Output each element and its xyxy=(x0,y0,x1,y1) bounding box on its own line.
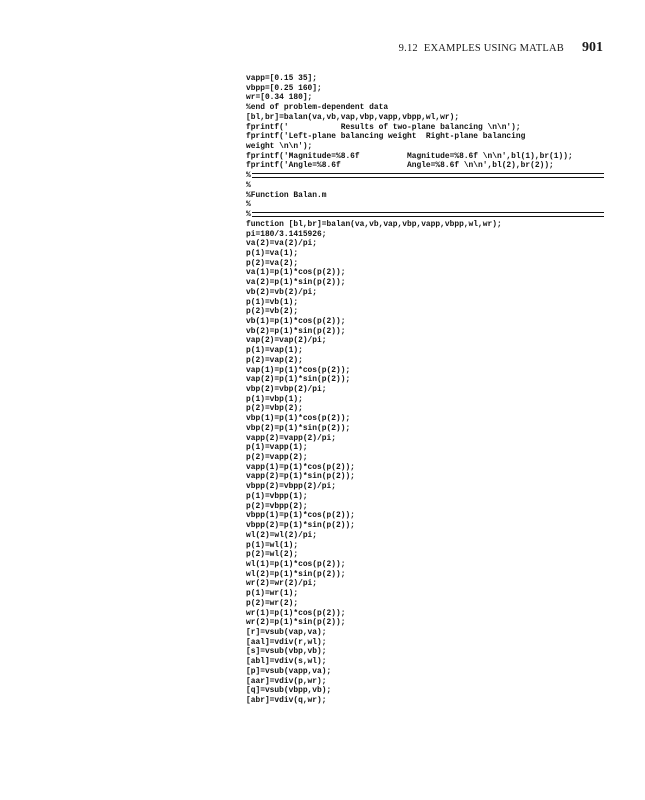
code-line: [s]=vsub(vbp,vb); xyxy=(246,647,327,657)
code-line: % xyxy=(246,200,251,210)
section-title: EXAMPLES USING MATLAB xyxy=(423,43,564,54)
code-line: p(1)=wr(1); xyxy=(246,589,299,599)
code-line: [aar]=vdiv(p,wr); xyxy=(246,676,327,686)
code-line: p(1)=vapp(1); xyxy=(246,443,308,453)
section-number: 9.12 xyxy=(398,43,418,54)
code-line: vb(1)=p(1)*cos(p(2)); xyxy=(246,316,346,326)
code-line: [q]=vsub(vbpp,vb); xyxy=(246,686,332,696)
code-line: va(2)=va(2)/pi; xyxy=(246,239,318,249)
code-line: [p]=vsub(vapp,va); xyxy=(246,666,332,676)
code-line: fprintf(' Results of two-plane balancing \n\n'); xyxy=(246,122,521,132)
code-line: vapp(2)=vapp(2)/pi; xyxy=(246,433,336,443)
code-line: p(2)=wl(2); xyxy=(246,550,299,560)
code-line: vap(1)=p(1)*cos(p(2)); xyxy=(246,365,351,375)
code-line: vbpp(1)=p(1)*cos(p(2)); xyxy=(246,511,355,521)
code-line: vbp(2)=vbp(2)/pi; xyxy=(246,385,327,394)
code-divider-line xyxy=(246,171,606,181)
code-line: vapp(1)=p(1)*cos(p(2)); xyxy=(246,462,355,472)
code-line: p(1)=va(1); xyxy=(246,248,299,258)
code-line: vbp(1)=p(1)*cos(p(2)); xyxy=(246,414,351,424)
code-line: p(1)=vbpp(1); xyxy=(246,491,308,501)
code-line: %end of problem-dependent data xyxy=(246,103,389,113)
code-line: p(1)=vb(1); xyxy=(246,297,299,307)
code-line: va(2)=p(1)*sin(p(2)); xyxy=(246,278,346,288)
code-line: wl(1)=p(1)*cos(p(2)); xyxy=(246,559,346,569)
code-line: p(2)=wr(2); xyxy=(246,598,299,608)
code-line: vbpp=[0.25 160]; xyxy=(246,83,322,93)
running-header xyxy=(399,40,603,56)
page-number: 901 xyxy=(582,40,603,55)
code-line: vbpp(2)=vbpp(2)/pi; xyxy=(246,482,336,492)
code-line: %Function Balan.m xyxy=(246,190,327,200)
code-line: wl(2)=p(1)*sin(p(2)); xyxy=(246,569,346,579)
code-line: wr(1)=p(1)*cos(p(2)); xyxy=(246,608,346,618)
code-line: vbp(2)=p(1)*sin(p(2)); xyxy=(246,423,351,433)
code-line: fprintf('Magnitude=%8.6f Magnitude=%8.6f \n\n',bl(1),br(1)); xyxy=(246,151,573,161)
code-line: p(2)=vb(2); xyxy=(246,307,299,317)
code-line: pi=180/3.1415926; xyxy=(246,229,327,239)
code-line: wr(2)=wr(2)/pi; xyxy=(246,579,318,589)
double-rule xyxy=(251,212,604,217)
code-line: [aal]=vdiv(r,wl); xyxy=(246,637,327,647)
code-line: vbpp(2)=p(1)*sin(p(2)); xyxy=(246,521,355,531)
code-line: vap(2)=vap(2)/pi; xyxy=(246,336,327,346)
code-line: fprintf('Left-plane balancing weight Right-plane balancing xyxy=(246,132,526,142)
code-line: va(1)=p(1)*cos(p(2)); xyxy=(246,268,346,278)
code-line: % xyxy=(246,180,251,190)
comment-marker: % xyxy=(246,210,251,220)
code-line: weight \n\n'); xyxy=(246,142,313,152)
code-line: [abr]=vdiv(q,wr); xyxy=(246,696,327,705)
code-line: p(1)=wl(1); xyxy=(246,540,299,550)
code-line: p(2)=va(2); xyxy=(246,258,299,268)
code-line: p(2)=vap(2); xyxy=(246,355,303,365)
double-rule xyxy=(251,173,604,178)
code-line: p(1)=vap(1); xyxy=(246,346,303,356)
code-line: p(2)=vapp(2); xyxy=(246,453,308,463)
code-line: wr=[0.34 180]; xyxy=(246,93,313,103)
code-line: wl(2)=wl(2)/pi; xyxy=(246,530,318,540)
code-line: vapp=[0.15 35]; xyxy=(246,74,318,83)
code-line: [bl,br]=balan(va,vb,vap,vbp,vapp,vbpp,wl,wr); xyxy=(246,112,460,122)
code-line: vb(2)=p(1)*sin(p(2)); xyxy=(246,326,346,336)
code-line: vap(2)=p(1)*sin(p(2)); xyxy=(246,375,351,385)
section-heading xyxy=(399,43,564,54)
code-line: wr(2)=p(1)*sin(p(2)); xyxy=(246,618,346,628)
code-line: fprintf('Angle=%8.6f Angle=%8.6f \n\n',bl(2),br(2)); xyxy=(246,161,554,171)
code-line: [r]=vsub(vap,va); xyxy=(246,627,327,637)
code-line: function [bl,br]=balan(va,vb,vap,vbp,vapp,vbpp,wl,wr); xyxy=(246,219,502,229)
code-line: p(2)=vbp(2); xyxy=(246,404,303,414)
code-line: vapp(2)=p(1)*sin(p(2)); xyxy=(246,472,355,482)
code-line: vb(2)=vb(2)/pi; xyxy=(246,287,318,297)
matlab-code-listing xyxy=(246,74,606,706)
code-line: [abl]=vdiv(s,wl); xyxy=(246,657,327,667)
code-line: p(2)=vbpp(2); xyxy=(246,501,308,511)
code-divider-line xyxy=(246,210,606,220)
code-line: p(1)=vbp(1); xyxy=(246,394,303,404)
comment-marker: % xyxy=(246,171,251,181)
